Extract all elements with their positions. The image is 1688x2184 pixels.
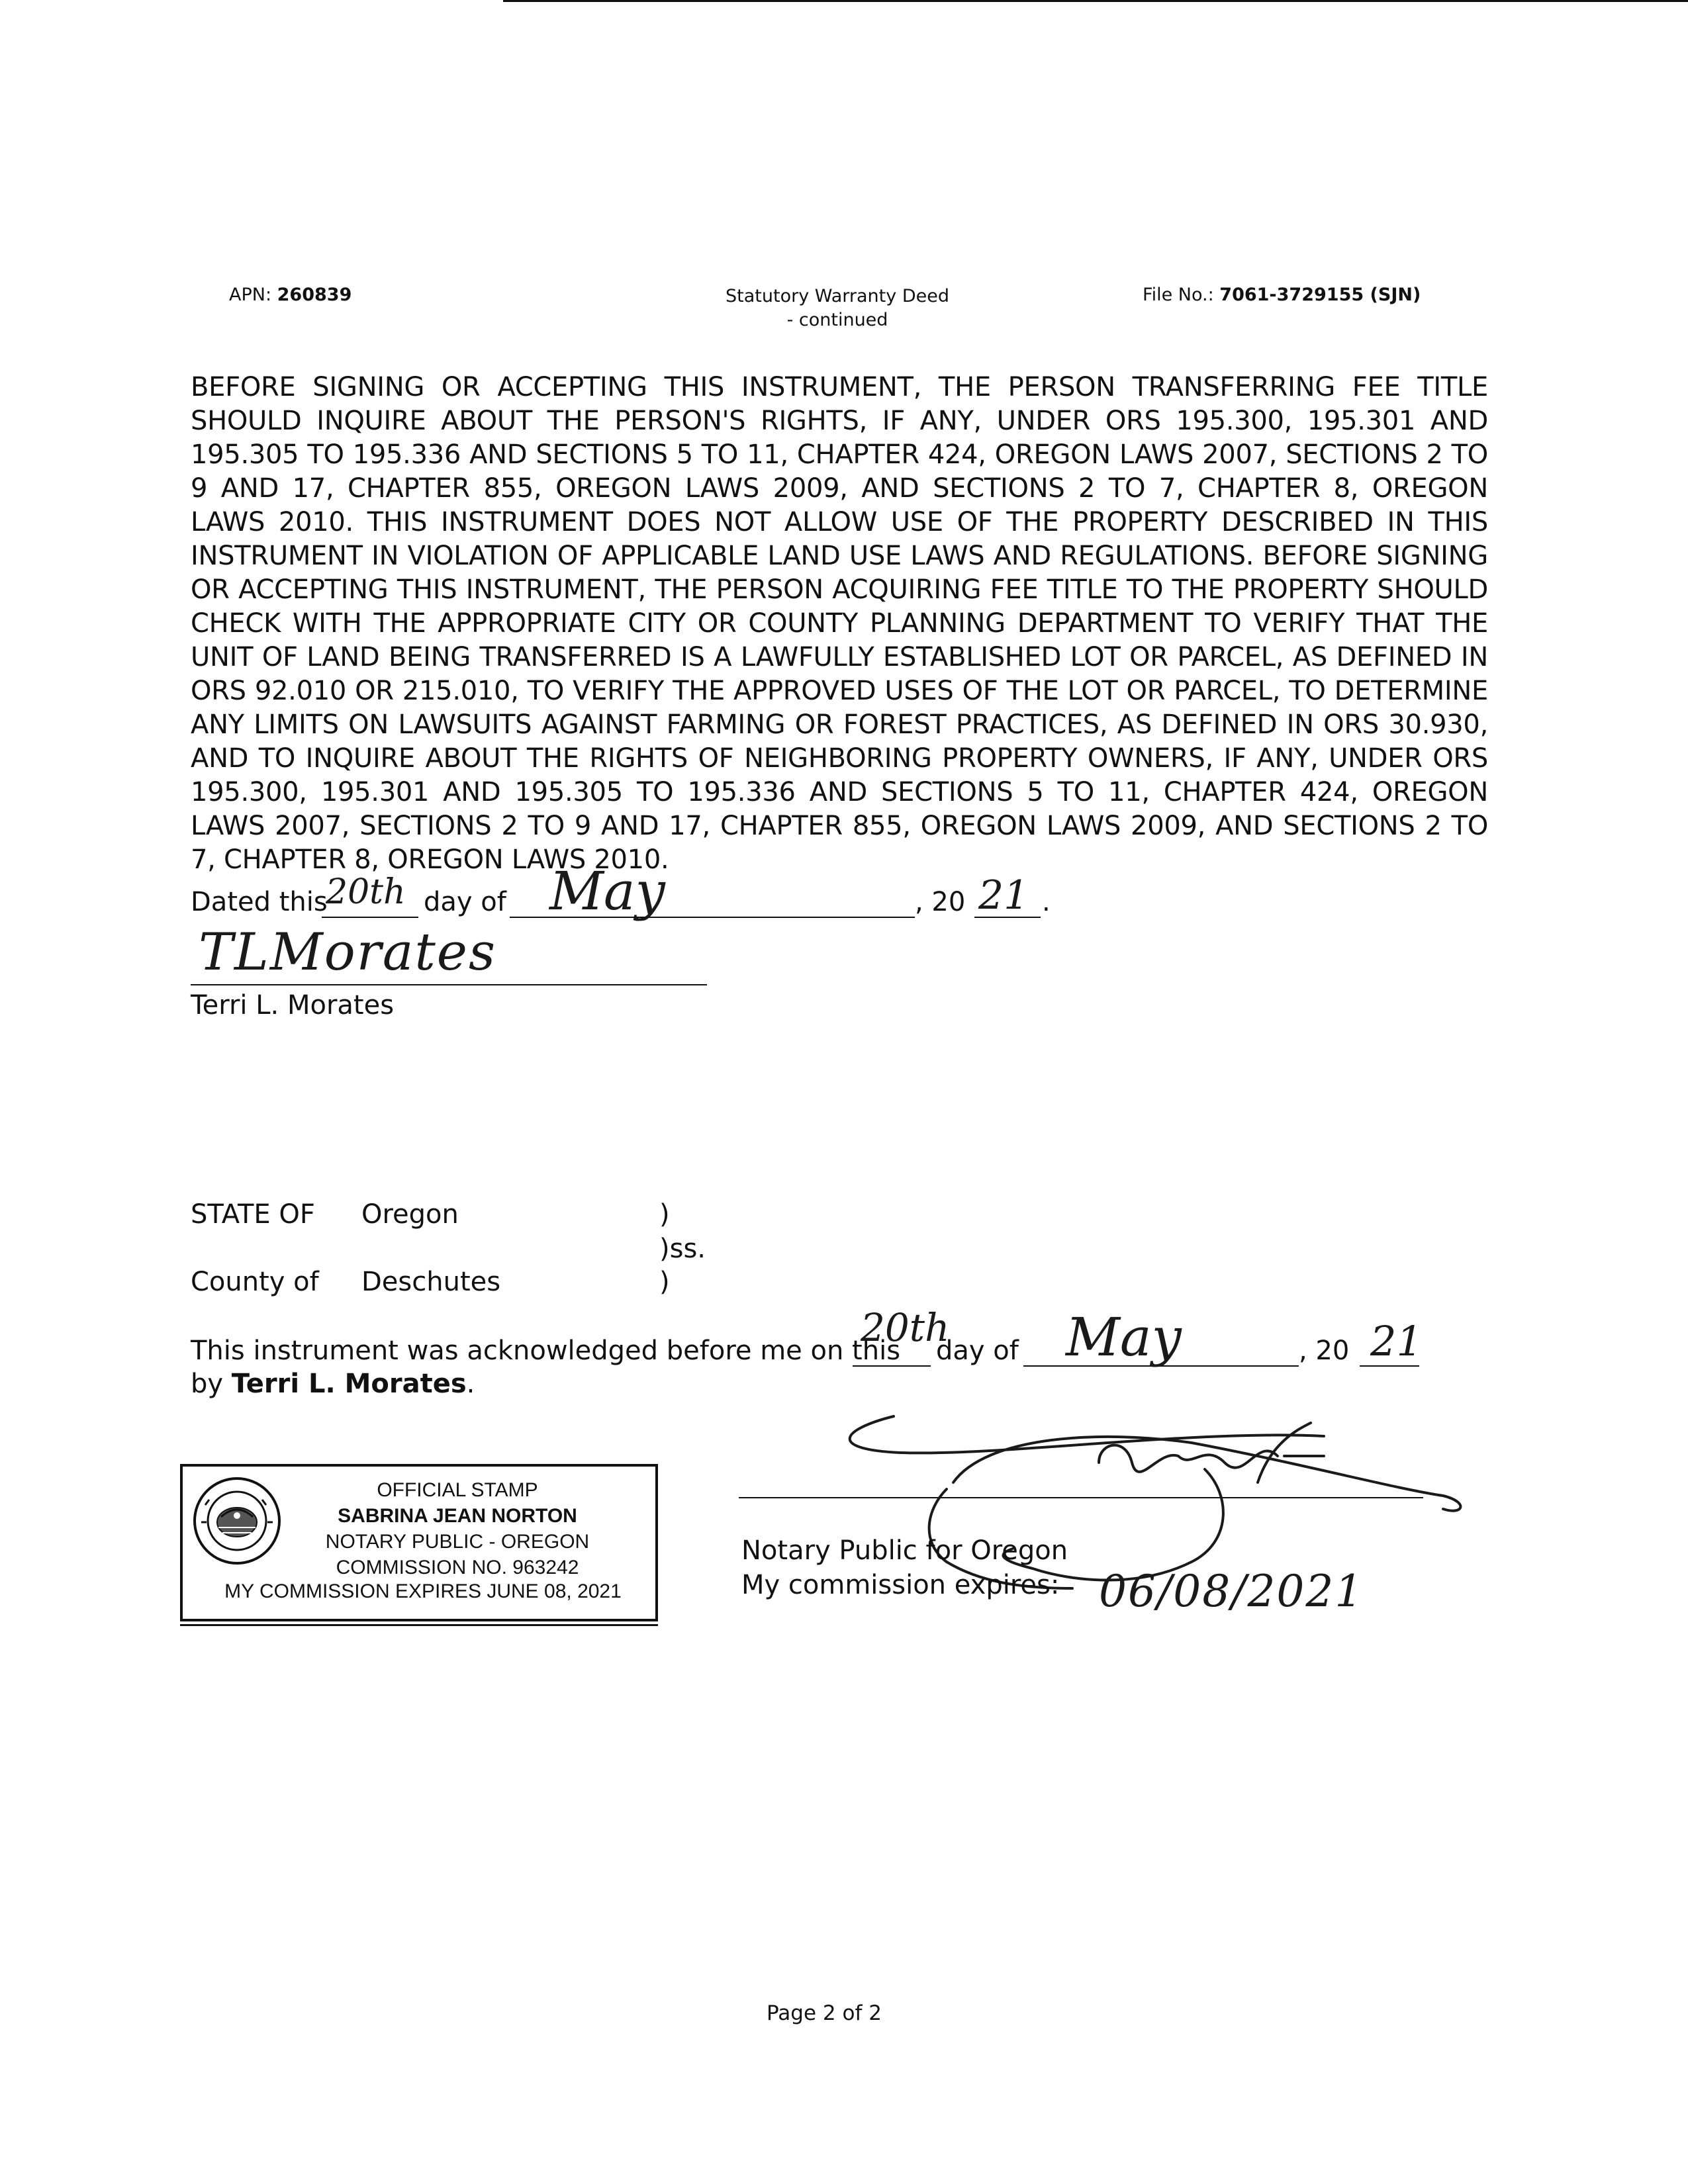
state-value: Oregon [361, 1199, 459, 1230]
document-title [695, 285, 980, 332]
dated-day-of: day of [424, 887, 506, 917]
stamp-expiration: MY COMMISSION EXPIRES JUNE 08, 2021 [224, 1580, 622, 1602]
grantor-name: Terri L. Morates [191, 990, 395, 1021]
ack-by [191, 1369, 475, 1399]
land-use-notice: BEFORE SIGNING OR ACCEPTING THIS INSTRUMENT, THE PERSON TRANSFERRING FEE TITLE SHOULD INQUIRE ABOUT THE PERSON'S RIGHTS, IF ANY, UNDER ORS 195.300, 195.301 AND 195.305 TO 195.336 AND SECTIONS 5 TO 11, CHAPTER 424, OREGON LAWS 2007, SECTIONS 2 TO 9 AND 17, CHAPTER 855, OREGON LAWS 2009, AND SECTIONS 2 TO 7, CHAPTER 8, OREGON LAWS 2010. THIS INSTRUMENT DOES NOT ALLOW USE OF THE PROPERTY DESCRIBED IN THIS INSTRUMENT IN VIOLATION OF APPLICABLE LAND USE LAWS AND REGULATIONS. BEFORE SIGNING OR ACCEPTING THIS INSTRUMENT, THE PERSON ACQUIRING FEE TITLE TO THE PROPERTY SHOULD CHECK WITH THE APPROPRIATE CITY OR COUNTY PLANNING DEPARTMENT TO VERIFY THAT THE UNIT OF LAND BEING TRANSFERRED IS A LAWFULLY ESTABLISHED LOT OR PARCEL, AS DEFINED IN ORS 92.010 OR 215.010, TO VERIFY THE APPROVED USES OF THE LOT OR PARCEL, TO DETERMINE ANY LIMITS ON LAWSUITS AGAINST FARMING OR FOREST PRACTICES, AS DEFINED IN ORS 30.930, AND TO INQUIRE ABOUT THE RIGHTS OF NEIGHBORING PROPERTY OWNERS, IF ANY, UNDER ORS 195.300, 195.301 AND 195.305 TO 195.336 AND SECTIONS 5 TO 11, CHAPTER 424, OREGON LAWS 2007, SECTIONS 2 TO 9 AND 17, CHAPTER 855, OREGON LAWS 2009, AND SECTIONS 2 TO 7, CHAPTER 8, OREGON LAWS 2010. [191, 372, 1488, 875]
scan-edge-line [503, 0, 1688, 2]
stamp-title: OFFICIAL STAMP [377, 1479, 538, 1501]
ack-by-prefix: by [191, 1369, 224, 1399]
file-number-label: File No.: [1143, 285, 1214, 305]
ack-by-name: Terri L. Morates [231, 1369, 467, 1399]
venue-ss: )ss. [659, 1234, 706, 1264]
ack-day-handwritten: 20th [861, 1305, 950, 1350]
dated-prefix: Dated this [191, 887, 328, 917]
ack-day-blank [853, 1365, 931, 1367]
dated-day-blank [322, 917, 418, 918]
apn [229, 285, 352, 305]
stamp-shadow-line [180, 1624, 658, 1626]
notary-expiration-handwritten: 06/08/2021 [1099, 1566, 1364, 1617]
county-value: Deschutes [361, 1267, 501, 1297]
notary-public-for: Notary Public for Oregon [741, 1535, 1068, 1566]
ack-month-handwritten: May [1066, 1306, 1182, 1368]
dated-year-handwritten: 21 [978, 872, 1029, 919]
ack-day-of: day of [936, 1336, 1019, 1366]
stamp-text [262, 1477, 653, 1580]
apn-value: 260839 [277, 285, 352, 305]
ack-year-handwritten: 21 [1370, 1317, 1423, 1365]
file-number-value: 7061-3729155 (SJN) [1219, 285, 1421, 305]
document-title-text: Statutory Warranty Deed [726, 286, 949, 306]
stamp-notary-name: SABRINA JEAN NORTON [338, 1505, 577, 1527]
document-subtitle: - continued [786, 310, 888, 330]
state-label: STATE OF [191, 1199, 315, 1230]
grantor-signature-line [191, 984, 707, 985]
stamp-notary-public: NOTARY PUBLIC - OREGON [325, 1531, 590, 1553]
ack-year-prefix: , 20 [1299, 1336, 1350, 1366]
ack-prefix: This instrument was acknowledged before me on this [191, 1336, 901, 1366]
dated-day-handwritten: 20th [326, 872, 406, 912]
dated-month-handwritten: May [549, 860, 665, 922]
notary-stamp [180, 1464, 658, 1621]
page-number: Page 2 of 2 [767, 2001, 882, 2025]
ack-year-blank [1360, 1365, 1419, 1367]
grantor-signature: TLMorates [199, 923, 496, 982]
ack-by-suffix: . [466, 1369, 475, 1399]
file-number [1143, 285, 1421, 305]
venue-paren-1: ) [659, 1199, 670, 1230]
county-label: County of [191, 1267, 319, 1297]
dated-period: . [1042, 887, 1051, 917]
dated-year-prefix: , 20 [915, 887, 966, 917]
venue-paren-2: ) [659, 1267, 670, 1297]
apn-label: APN: [229, 285, 272, 305]
stamp-commission-number: COMMISSION NO. 963242 [336, 1557, 579, 1578]
notary-commission-expires: My commission expires: [741, 1570, 1060, 1600]
